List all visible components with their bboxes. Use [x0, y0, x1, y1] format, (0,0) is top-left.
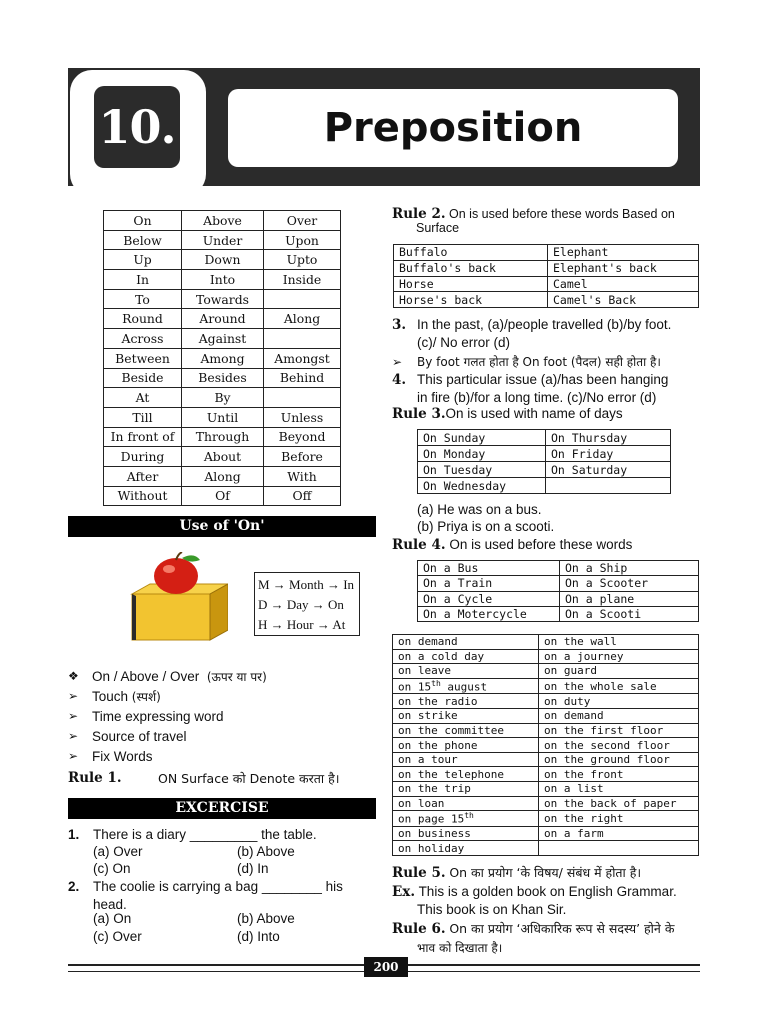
table-cell: Through [182, 427, 264, 447]
table-cell: on loan [393, 796, 539, 811]
transport-table [417, 560, 699, 622]
table-cell: During [104, 447, 182, 467]
table-cell: On Friday [546, 446, 671, 462]
table-cell: on demand [539, 709, 699, 724]
table-cell: Along [264, 309, 341, 329]
table-row [393, 752, 699, 767]
table-row [418, 430, 671, 446]
rule-4: Rule 4. On is used before these words [392, 537, 633, 553]
table-cell: On Sunday [418, 430, 546, 446]
rule-2: Rule 2. On is used before these words Based on Surface [392, 206, 675, 235]
on-phrases-table [392, 634, 699, 856]
table-cell: Down [182, 250, 264, 270]
table-cell: on the second floor [539, 738, 699, 753]
chapter-title: Preposition [228, 89, 678, 167]
arrow-bullet-icon: ➢ [68, 749, 79, 763]
preposition-table [103, 210, 341, 506]
table-cell: In front of [104, 427, 182, 447]
table-row [418, 606, 699, 621]
table-cell: Buffalo [394, 245, 548, 261]
month-day-hour-box [254, 572, 360, 636]
table-cell: on strike [393, 709, 539, 724]
example-b: (b) Priya is on a scooti. [417, 519, 555, 534]
table-cell: on the ground floor [539, 752, 699, 767]
table-cell: On Saturday [546, 462, 671, 478]
q2-option-a: (a) On [93, 911, 132, 926]
list-item: ➢ Touch (स्पर्श) [68, 688, 161, 704]
table-cell: In [104, 270, 182, 290]
table-row [393, 635, 699, 650]
table-cell: on the telephone [393, 767, 539, 782]
table-cell: On Tuesday [418, 462, 546, 478]
list-item: ➢ Fix Words [68, 748, 153, 764]
table-row [393, 826, 699, 841]
table-row [393, 709, 699, 724]
table-cell: Before [264, 447, 341, 467]
table-cell: Off [264, 486, 341, 506]
table-cell: on the radio [393, 694, 539, 709]
table-row [393, 723, 699, 738]
table-row [418, 576, 699, 591]
table-cell: Besides [182, 368, 264, 388]
table-cell: On a Motercycle [418, 606, 560, 621]
q1-option-a: (a) Over [93, 844, 143, 859]
mdh-hour: H → Hour → At [258, 617, 346, 632]
exercise-heading: EXCERCISE [68, 798, 376, 819]
table-cell: on a journey [539, 649, 699, 664]
table-cell: Over [264, 211, 341, 231]
table-row [418, 561, 699, 576]
table-cell: On a plane [560, 591, 699, 606]
table-row [418, 591, 699, 606]
table-row [418, 446, 671, 462]
table-cell: Beside [104, 368, 182, 388]
table-cell: Upon [264, 230, 341, 250]
table-row [393, 694, 699, 709]
question-4: 4. This particular issue (a)/has been hanging in fire (b)/for a long time. (c)/No error (d) [392, 372, 669, 405]
table-cell: With [264, 466, 341, 486]
table-row [394, 276, 699, 292]
table-cell: Around [182, 309, 264, 329]
table-cell: on page 15th [393, 811, 539, 827]
question-1: 1. There is a diary _________ the table. [68, 827, 317, 842]
arrow-bullet-icon: ➢ [68, 689, 79, 703]
table-cell: Against [182, 329, 264, 349]
preposition-row [104, 329, 341, 349]
table-cell [264, 388, 341, 408]
preposition-row [104, 368, 341, 388]
table-cell: on demand [393, 635, 539, 650]
table-cell: on holiday [393, 841, 539, 856]
preposition-row [104, 466, 341, 486]
table-row [418, 478, 671, 494]
surface-words-table [393, 244, 699, 308]
q1-option-c: (c) On [93, 861, 131, 876]
table-cell: on the wall [539, 635, 699, 650]
table-cell: On Wednesday [418, 478, 546, 494]
rule-6: Rule 6. On का प्रयोग ‘अधिकारिक रूप से सदस्य’ होने के भाव को दिखाता है। [392, 921, 675, 955]
table-cell: Up [104, 250, 182, 270]
table-row [393, 841, 699, 856]
table-cell: On Monday [418, 446, 546, 462]
table-cell: Along [182, 466, 264, 486]
table-cell: Between [104, 348, 182, 368]
table-cell: On a Scooti [560, 606, 699, 621]
q1-option-d: (d) In [237, 861, 269, 876]
rule-1: Rule 1. ON Surface को Denote करता है। [68, 770, 340, 786]
table-cell: on a farm [539, 826, 699, 841]
diamond-bullet-icon: ❖ [68, 669, 79, 683]
use-of-on-heading: Use of 'On' [68, 516, 376, 537]
table-cell: Elephant [548, 245, 699, 261]
table-cell: On a Cycle [418, 591, 560, 606]
table-cell: on the committee [393, 723, 539, 738]
mdh-day: D → Day → On [258, 597, 344, 612]
table-cell: Into [182, 270, 264, 290]
table-cell: Inside [264, 270, 341, 290]
table-row [393, 678, 699, 694]
table-cell: After [104, 466, 182, 486]
table-cell: To [104, 289, 182, 309]
table-cell: Buffalo's back [394, 260, 548, 276]
table-cell: Until [182, 407, 264, 427]
table-cell: Without [104, 486, 182, 506]
example-a: (a) He was on a bus. [417, 502, 542, 517]
preposition-row [104, 309, 341, 329]
table-row [393, 767, 699, 782]
table-row [393, 738, 699, 753]
table-cell: On a Scooter [560, 576, 699, 591]
list-item: ❖ On / Above / Over (ऊपर या पर) [68, 668, 267, 684]
table-cell: Amongst [264, 348, 341, 368]
table-cell: On Thursday [546, 430, 671, 446]
question-3: 3. In the past, (a)/people travelled (b)/by foot. (c)/ No error (d) ➢ By foot गलत होता है On foot (पैदल) सही होता है। [392, 317, 672, 369]
table-row [393, 796, 699, 811]
table-cell: Among [182, 348, 264, 368]
list-item: ➢ Time expressing word [68, 708, 224, 724]
table-cell: on business [393, 826, 539, 841]
table-cell: on leave [393, 664, 539, 679]
table-row [393, 649, 699, 664]
preposition-row [104, 447, 341, 467]
preposition-row [104, 348, 341, 368]
example-rule-5: Ex. This is a golden book on English Grammar. This book is on Khan Sir. [392, 884, 677, 917]
preposition-row [104, 486, 341, 506]
table-cell: Beyond [264, 427, 341, 447]
table-cell: On a Ship [560, 561, 699, 576]
table-cell: Camel's Back [548, 292, 699, 308]
table-cell: Above [182, 211, 264, 231]
preposition-row [104, 388, 341, 408]
table-cell: on the front [539, 767, 699, 782]
table-cell: on the whole sale [539, 678, 699, 694]
apple-on-box-image [124, 552, 228, 644]
preposition-row [104, 211, 341, 231]
page-number: 200 [364, 957, 408, 977]
table-cell: Elephant's back [548, 260, 699, 276]
q1-option-b: (b) Above [237, 844, 295, 859]
chapter-number: 10. [94, 86, 180, 168]
table-cell: On [104, 211, 182, 231]
table-cell: Camel [548, 276, 699, 292]
table-cell: Upto [264, 250, 341, 270]
table-cell: Till [104, 407, 182, 427]
table-cell: on duty [539, 694, 699, 709]
table-row [394, 245, 699, 261]
table-cell: On a Bus [418, 561, 560, 576]
table-cell: on the back of paper [539, 796, 699, 811]
q2-option-c: (c) Over [93, 929, 142, 944]
table-cell: Towards [182, 289, 264, 309]
table-row [393, 811, 699, 827]
arrow-bullet-icon: ➢ [68, 729, 79, 743]
days-table [417, 429, 671, 494]
table-row [393, 664, 699, 679]
preposition-row [104, 427, 341, 447]
table-row [418, 462, 671, 478]
question-2: 2. The coolie is carrying a bag ________ his head. [68, 879, 343, 912]
table-cell: By [182, 388, 264, 408]
table-cell: Below [104, 230, 182, 250]
preposition-row [104, 250, 341, 270]
table-cell: Horse's back [394, 292, 548, 308]
table-cell: Behind [264, 368, 341, 388]
table-cell [546, 478, 671, 494]
table-row [393, 782, 699, 797]
table-cell: on a list [539, 782, 699, 797]
arrow-bullet-icon: ➢ [392, 355, 403, 369]
arrow-bullet-icon: ➢ [68, 709, 79, 723]
preposition-row [104, 270, 341, 290]
table-row [394, 292, 699, 308]
table-cell: Horse [394, 276, 548, 292]
table-cell: About [182, 447, 264, 467]
table-cell: Round [104, 309, 182, 329]
preposition-row [104, 230, 341, 250]
table-cell: On a Train [418, 576, 560, 591]
table-cell: on a cold day [393, 649, 539, 664]
table-cell [264, 329, 341, 349]
mdh-month: M → Month → In [258, 577, 355, 592]
q2-option-b: (b) Above [237, 911, 295, 926]
table-cell: Unless [264, 407, 341, 427]
table-cell: At [104, 388, 182, 408]
table-cell: Across [104, 329, 182, 349]
table-cell: Of [182, 486, 264, 506]
table-cell: on the phone [393, 738, 539, 753]
table-cell: on the right [539, 811, 699, 827]
rule-3: Rule 3.On is used with name of days [392, 406, 623, 422]
use-of-on-list [68, 666, 339, 788]
table-cell: on the first floor [539, 723, 699, 738]
preposition-row [104, 289, 341, 309]
list-item: ➢ Source of travel [68, 728, 187, 744]
rule-5: Rule 5. On का प्रयोग ‘के विषय/ संबंध में होता है। [392, 865, 642, 881]
q2-option-d: (d) Into [237, 929, 280, 944]
table-cell [264, 289, 341, 309]
preposition-row [104, 407, 341, 427]
table-row [394, 260, 699, 276]
table-cell: on a tour [393, 752, 539, 767]
table-cell: Under [182, 230, 264, 250]
table-cell: on the trip [393, 782, 539, 797]
table-cell: on guard [539, 664, 699, 679]
table-cell: on 15th august [393, 678, 539, 694]
table-cell [539, 841, 699, 856]
